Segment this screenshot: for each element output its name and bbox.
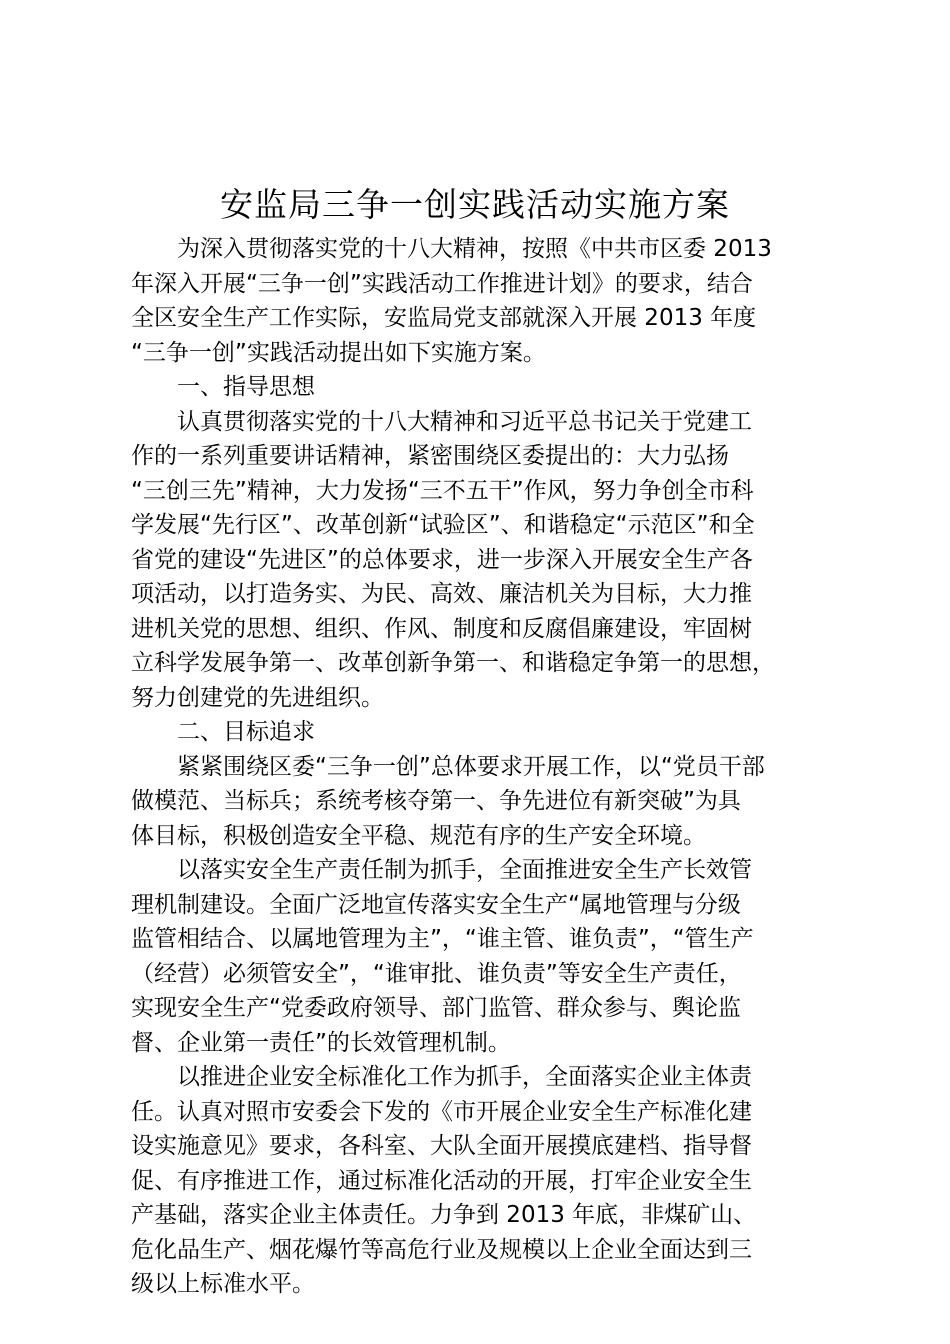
paragraph-responsibility-system: 以落实安全生产责任制为抓手，全面推进安全生产长效管 理机制建设。全面广泛地宣传落实安全生产“属地管理与分级 监管相结合、以属地管理为主”，“谁主管、谁负责”，“管生产 （经营）必须管安全”，“谁审批、谁负责”等安全生产责任， 实现安全生产“党委政府领导、部门监管、群众参与、舆论监 督、企业第一责任”的长效管理机制。 [131,857,754,1056]
paragraph-guiding-ideology: 认真贯彻落实党的十八大精神和习近平总书记关于党建工 作的一系列重要讲话精神，紧密围绕区委提出的：大力弘扬 “三创三先”精神，大力发扬“三不五干”作风，努力争创全市科 学发展“先行区”、改革创新“试验区”、和谐稳定“示范区”和全 省党的建设“先进区”的总体要求，进一步深入开展安全生产各 项活动，以打造务实、为民、高效、廉洁机关为目标，大力推 进机关党的思想、组织、作风、制度和反腐倡廉建设，牢固树 立科学发展争第一、改革创新争第一、和谐稳定争第一的思想， 努力创建党的先进组织。 [131,408,775,711]
section-heading-goals: 二、目标追求 [177,719,315,745]
section-heading-guiding-ideology: 一、指导思想 [177,374,315,400]
document-title: 安监局三争一创实践活动实施方案 [220,185,730,224]
paragraph-intro: 为深入贯彻落实党的十八大精神，按照《中共市区委 2013 年深入开展“三争一创”实践活动工作推进计划》的要求，结合 全区安全生产工作实际，安监局党支部就深入开展 2013 年度 “三争一创”实践活动提出如下实施方案。 [131,236,772,366]
document-body [131,232,825,1302]
paragraph-standardization: 以推进企业安全标准化工作为抓手，全面落实企业主体责 任。认真对照市安委会下发的《市开展企业安全生产标准化建 设实施意见》要求，各科室、大队全面开展摸底建档、指导督 促、有序推进工作，通过标准化活动的开展，打牢企业安全生 产基础，落实企业主体责任。力争到 2013 年底，非煤矿山、 危化品生产、烟花爆竹等高危行业及规模以上企业全面达到三 级以上标准水平。 [131,1064,757,1297]
paragraph-goals: 紧紧围绕区委“三争一创”总体要求开展工作，以“党员干部 做模范、当标兵；系统考核夺第一、争先进位有新突破”为具 体目标，积极创造安全平稳、规范有序的生产安全环境。 [131,753,765,849]
